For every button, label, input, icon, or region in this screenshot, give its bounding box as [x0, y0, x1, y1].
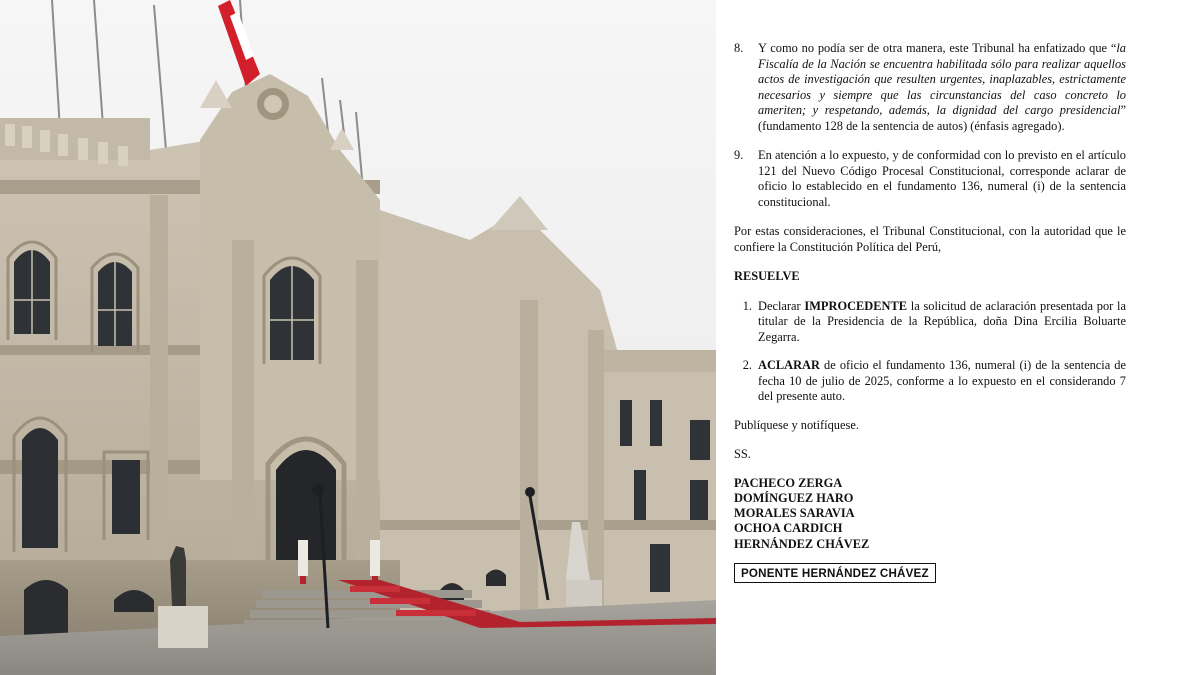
resolves-heading: RESUELVE: [734, 269, 800, 283]
item-1-rest: la solicitud de aclaración presentada por la titular de la Presidencia de la República, doña Dina Ercilia Boluarte Zegarra.: [758, 298, 1126, 344]
considerations-paragraph: Por estas consideraciones, el Tribunal Constitucional, con la autoridad que le confiere la Constitución Política del Perú,: [734, 224, 1126, 254]
ponente-box: PONENTE HERNÁNDEZ CHÁVEZ: [734, 563, 936, 584]
magistrate-name: PACHECO ZERGA: [734, 475, 843, 490]
paragraph-text: [758, 41, 1126, 134]
item-text: [758, 299, 1126, 346]
document-page: [716, 0, 1200, 675]
signatories-label: SS.: [734, 447, 751, 461]
resolution-item-2: [734, 358, 1126, 405]
item-1-verb: Declarar: [758, 298, 805, 313]
item-text: [758, 358, 1126, 405]
paragraph-text: En atención a lo expuesto, y de conformidad con lo previsto en el artículo 121 del Nuevo Código Procesal Constitucional, corresponde aclarar de oficio lo establecido en el fundamento 136, numeral (i) de la sentencia constitucional.: [758, 148, 1126, 209]
resolution-item-1: [734, 299, 1126, 346]
quoted-fundament: la Fiscalía de la Nación se encuentra habilitada sólo para realizar aquellos actos de investigación que resulten urgentes, inaplazables, estrictamente necesarios y siempre que las circunstancias del caso concreto lo ameriten; y respetando, además, la dignidad del cargo presidencial: [758, 41, 1126, 117]
magistrate-name: HERNÁNDEZ CHÁVEZ: [734, 536, 870, 551]
improcedente-label: IMPROCEDENTE: [804, 298, 907, 313]
paragraph-8-citation: ” (fundamento 128 de la sentencia de autos) (énfasis agregado).: [758, 103, 1126, 133]
item-number: 2.: [742, 358, 752, 372]
magistrate-name: MORALES SARAVIA: [734, 506, 855, 521]
paragraph-number: 8.: [734, 41, 744, 55]
item-2-rest: de oficio el fundamento 136, numeral (i) de la sentencia de fecha 10 de julio de 2025, conforme a lo expuesto en el considerando 7 del presente auto.: [758, 358, 1126, 403]
magistrate-name: OCHOA CARDICH: [734, 521, 843, 536]
document-body: [734, 41, 1126, 583]
paragraph-8-intro: Y como no podía ser de otra manera, este Tribunal ha enfatizado que “: [758, 41, 1117, 55]
magistrates-list: [734, 476, 1126, 552]
aclarar-label: ACLARAR: [758, 358, 820, 372]
paragraph-number: 9.: [734, 148, 744, 162]
paragraph-9: [734, 148, 1126, 210]
magistrate-name: DOMÍNGUEZ HARO: [734, 490, 854, 505]
publish-notice: Publíquese y notifíquese.: [734, 417, 859, 432]
paragraph-8: [734, 41, 1126, 134]
item-number: 1.: [742, 298, 752, 313]
